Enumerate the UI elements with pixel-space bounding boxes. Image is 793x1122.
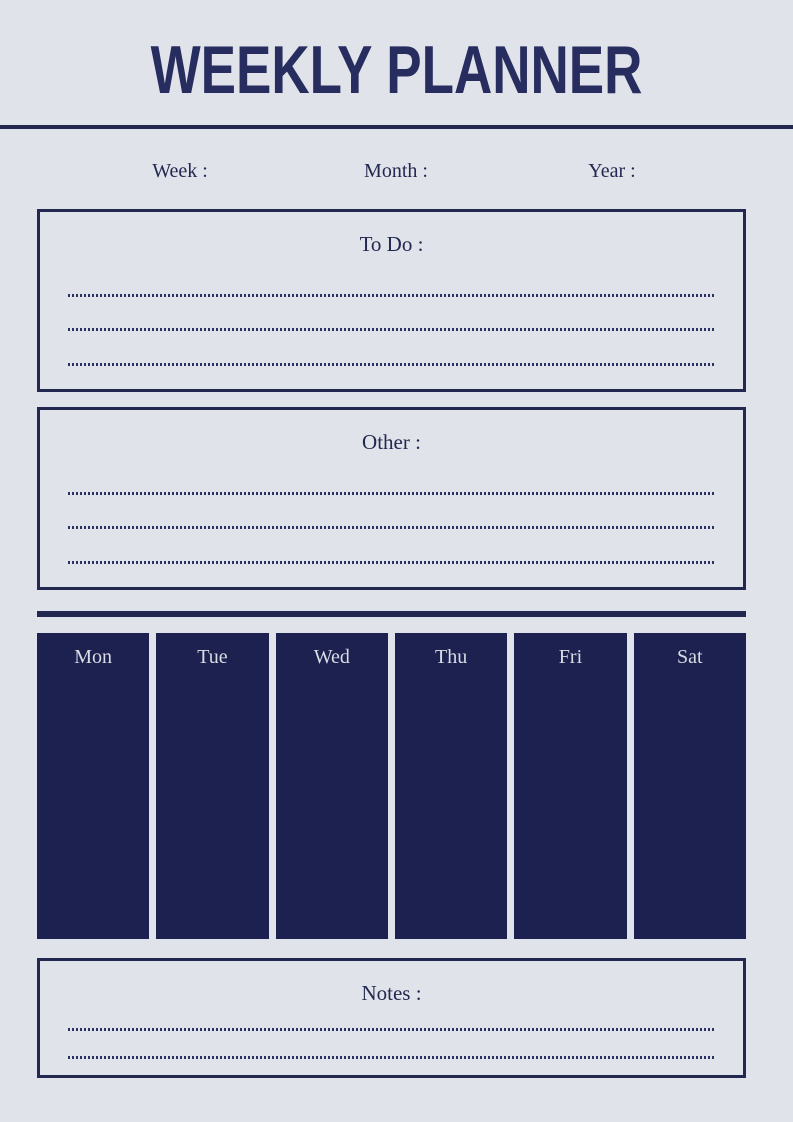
day-column-wed (276, 633, 388, 939)
notes-title: Notes : (361, 981, 422, 1005)
other-title: Other : (362, 430, 421, 454)
other-writing-line-3 (68, 561, 716, 564)
todo-writing-line-2 (68, 328, 716, 331)
day-label-wed: Wed (313, 646, 350, 668)
other-writing-line-1 (68, 492, 716, 495)
day-label-sat: Sat (677, 646, 703, 668)
week-grid (37, 633, 746, 939)
week-field-label: Week : (152, 160, 208, 182)
todo-title: To Do : (359, 232, 424, 256)
day-column-thu (395, 633, 507, 939)
day-label-thu: Thu (435, 646, 468, 668)
date-fields-row (0, 160, 793, 188)
year-field-label: Year : (588, 160, 636, 182)
notes-writing-line-2 (68, 1056, 716, 1059)
day-label-tue: Tue (197, 646, 228, 668)
other-writing-line-2 (68, 526, 716, 529)
day-column-mon (37, 633, 149, 939)
other-section (37, 407, 746, 590)
todo-section (37, 209, 746, 392)
day-column-tue (156, 633, 268, 939)
day-column-fri (514, 633, 626, 939)
todo-writing-line-3 (68, 363, 716, 366)
notes-section (37, 958, 746, 1078)
notes-writing-line-1 (68, 1028, 716, 1031)
week-grid-divider (37, 611, 746, 617)
header-divider (0, 125, 793, 129)
month-field-label: Month : (364, 160, 428, 182)
page-title: WEEKLY PLANNER (150, 32, 643, 108)
day-column-sat (634, 633, 746, 939)
day-label-fri: Fri (558, 646, 583, 668)
day-label-mon: Mon (74, 646, 113, 668)
page-header (0, 30, 793, 110)
todo-writing-line-1 (68, 294, 716, 297)
